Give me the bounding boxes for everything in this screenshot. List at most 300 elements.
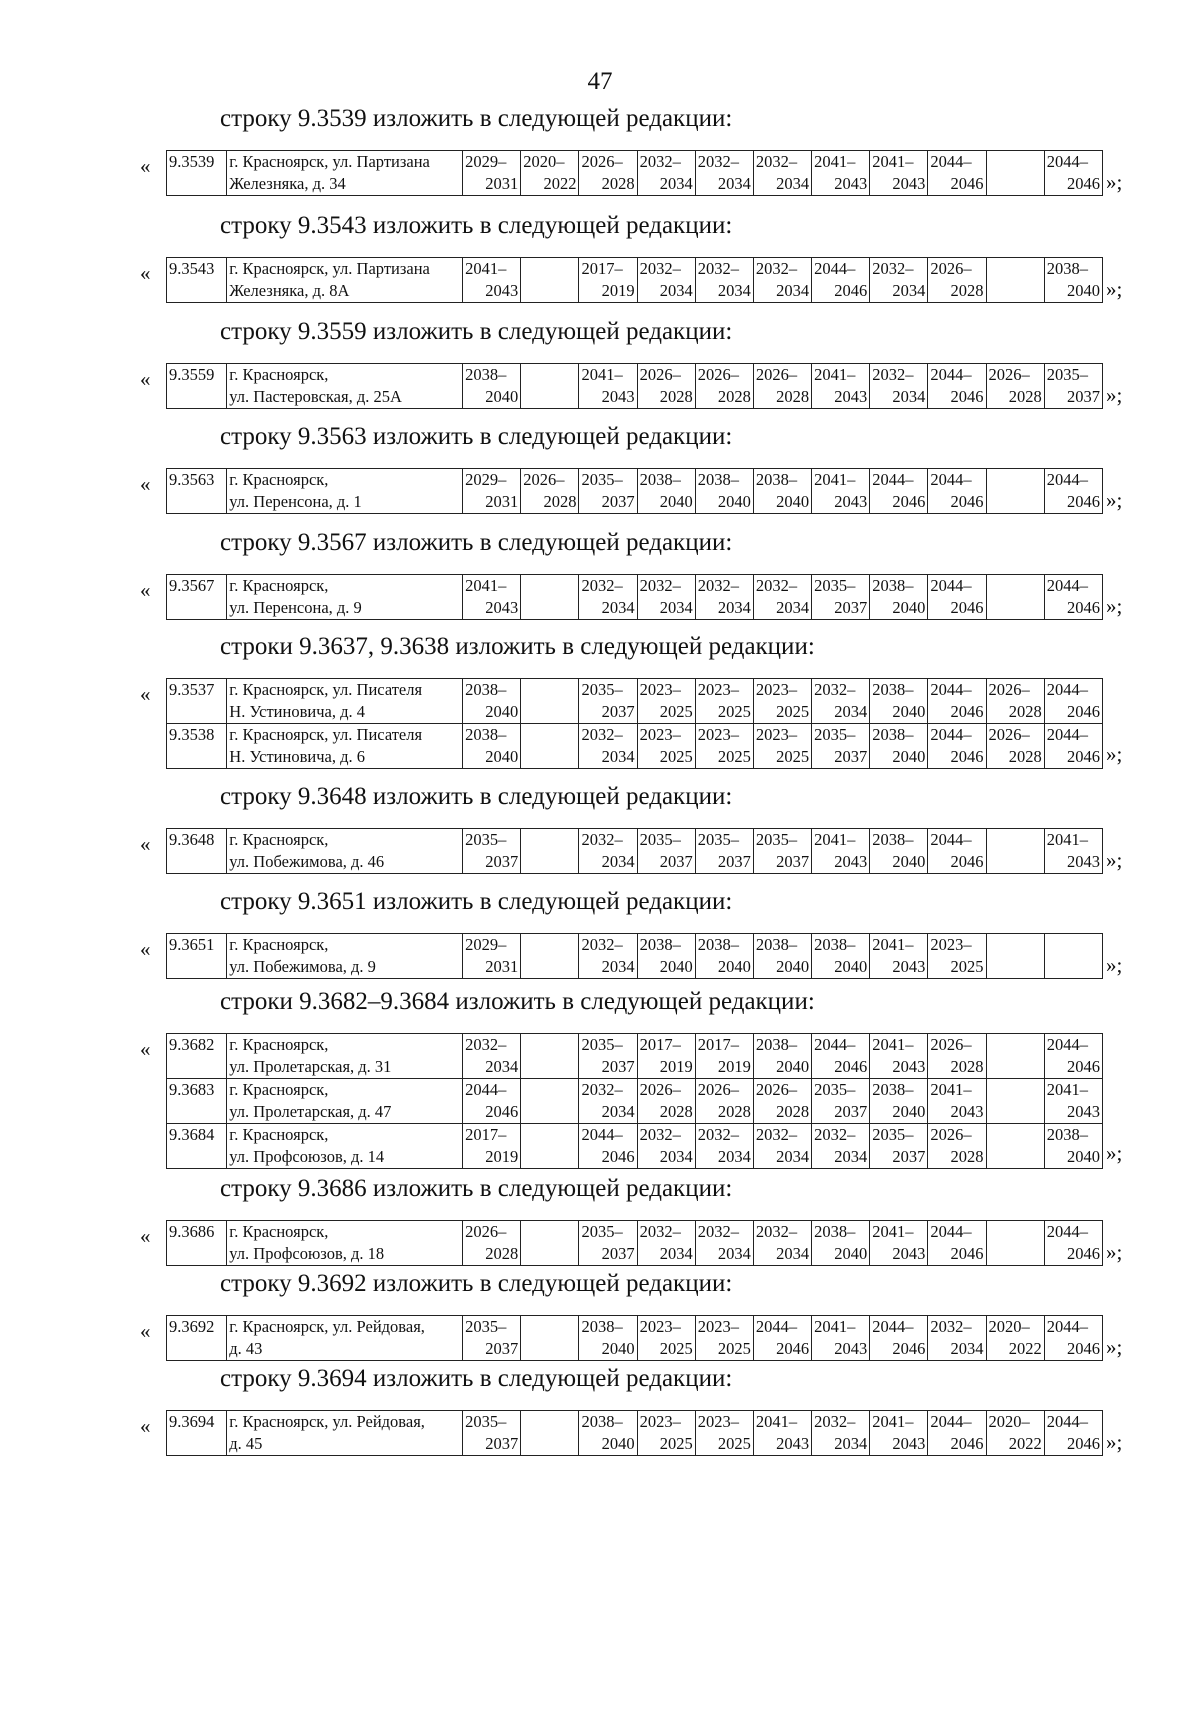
period-start: 2041– [930, 1080, 972, 1099]
period-start: 2032– [581, 576, 623, 595]
period-start: 2029– [465, 935, 507, 954]
period-start: 2032– [465, 1035, 507, 1054]
period-start: 2044– [1046, 1412, 1088, 1431]
period-start [523, 258, 576, 280]
period-end: 2034 [776, 1244, 810, 1263]
period-cell [579, 1079, 637, 1124]
period-cell [521, 1079, 579, 1124]
period-start: 2038– [814, 935, 856, 954]
period-cell [928, 258, 986, 303]
period-cell [637, 724, 695, 769]
period-cell [521, 575, 579, 620]
period-cell [812, 829, 870, 874]
period-start: 2032– [814, 1125, 856, 1144]
period-start: 2032– [930, 1317, 972, 1336]
period-end: 2040 [776, 492, 810, 511]
period-end: 2028 [717, 1102, 751, 1121]
row-number-cell: 9.3651 [167, 934, 227, 979]
address-cell [227, 1221, 463, 1266]
period-start: 2026– [639, 1080, 681, 1099]
period-start: 2032– [639, 576, 681, 595]
period-cell [521, 679, 579, 724]
open-quote-mark: « [140, 1224, 151, 1248]
period-cell [463, 1221, 521, 1266]
period-start: 2038– [1046, 1125, 1088, 1144]
period-start: 2041– [465, 259, 507, 278]
period-end: 2034 [950, 1339, 984, 1358]
period-start: 2038– [697, 935, 739, 954]
period-end: 2028 [717, 387, 751, 406]
section-heading: строки 9.3637, 9.3638 изложить в следующей редакции: [220, 633, 815, 660]
period-cell [928, 724, 986, 769]
period-start: 2017– [465, 1125, 507, 1144]
period-start [989, 575, 1042, 597]
period-start: 2023– [697, 1317, 739, 1336]
period-cell [579, 151, 637, 196]
period-end [989, 956, 1042, 978]
period-cell [1044, 679, 1102, 724]
period-start [989, 829, 1042, 851]
period-cell [695, 679, 753, 724]
address-line: г. Красноярск, ул. Писателя [229, 680, 423, 699]
period-cell [870, 679, 928, 724]
period-start [523, 364, 576, 386]
register-table [166, 828, 1103, 874]
period-end: 2025 [950, 957, 984, 976]
period-end: 2022 [1008, 1434, 1042, 1453]
page-number: 47 [587, 68, 613, 95]
period-cell [637, 1079, 695, 1124]
period-cell [928, 829, 986, 874]
period-cell [521, 469, 579, 514]
period-start: 2026– [697, 1080, 739, 1099]
period-start: 2044– [930, 365, 972, 384]
period-end: 2043 [1067, 852, 1100, 871]
row-number-cell: 9.3563 [167, 469, 227, 514]
period-start: 2044– [465, 1080, 507, 1099]
period-end: 2034 [659, 281, 693, 300]
period-start: 2023– [930, 935, 972, 954]
period-end: 2040 [717, 957, 751, 976]
period-end: 2043 [485, 281, 519, 300]
address-cell [227, 679, 463, 724]
period-end: 2034 [601, 1102, 635, 1121]
period-start: 2032– [639, 1222, 681, 1241]
period-cell [695, 1316, 753, 1361]
period-cell [521, 1316, 579, 1361]
period-start: 2044– [930, 680, 972, 699]
period-end: 2034 [776, 598, 810, 617]
period-start: 2026– [523, 470, 565, 489]
period-cell [637, 1316, 695, 1361]
period-start: 2032– [755, 576, 798, 595]
period-cell [637, 575, 695, 620]
period-start: 2023– [697, 725, 739, 744]
period-start: 2044– [930, 830, 972, 849]
period-cell [812, 1124, 870, 1169]
table-row [167, 1079, 1103, 1124]
period-start: 2038– [465, 680, 507, 699]
register-table [166, 150, 1103, 196]
period-start: 2032– [814, 680, 856, 699]
period-start: 2035– [465, 830, 507, 849]
period-end: 2025 [776, 702, 810, 721]
period-cell [753, 1124, 811, 1169]
period-cell [986, 1316, 1044, 1361]
period-cell [463, 1411, 521, 1456]
period-end [523, 1243, 576, 1265]
period-start: 2020– [988, 1317, 1030, 1336]
open-quote-mark: « [140, 578, 151, 602]
period-cell [870, 151, 928, 196]
close-quote-mark: »; [1106, 953, 1123, 977]
period-start: 2026– [930, 1035, 972, 1054]
period-start [523, 575, 576, 597]
period-end: 2046 [601, 1147, 635, 1166]
address-line: г. Красноярск, ул. Партизана [229, 259, 430, 278]
period-end: 2043 [834, 1339, 868, 1358]
period-cell [579, 364, 637, 409]
address-line: ул. Пролетарская, д. 47 [229, 1102, 392, 1121]
period-cell [637, 469, 695, 514]
period-cell [579, 469, 637, 514]
period-cell [1044, 1034, 1102, 1079]
period-start: 2038– [872, 576, 914, 595]
address-line: ул. Перенсона, д. 9 [229, 598, 362, 617]
period-end: 2034 [717, 1244, 751, 1263]
period-start: 2035– [872, 1125, 914, 1144]
period-start: 2044– [814, 1035, 856, 1054]
period-end: 2046 [1067, 598, 1100, 617]
period-cell [521, 724, 579, 769]
address-line: ул. Пролетарская, д. 31 [229, 1057, 392, 1076]
address-line: ул. Профсоюзов, д. 18 [229, 1244, 385, 1263]
period-cell [928, 1316, 986, 1361]
period-end [989, 1056, 1042, 1078]
period-start: 2038– [639, 470, 681, 489]
period-cell [753, 364, 811, 409]
address-cell [227, 258, 463, 303]
period-start: 2026– [988, 680, 1030, 699]
period-start: 2044– [1046, 1035, 1088, 1054]
period-end: 2046 [1067, 1244, 1100, 1263]
section-heading: строку 9.3651 изложить в следующей редакции: [220, 888, 733, 915]
table-row [167, 469, 1103, 514]
period-start: 2035– [755, 830, 798, 849]
period-start [523, 1411, 576, 1433]
period-cell [870, 829, 928, 874]
period-cell [637, 1411, 695, 1456]
period-cell [753, 1411, 811, 1456]
period-cell [695, 1034, 753, 1079]
period-end: 2025 [717, 702, 751, 721]
period-end: 2046 [776, 1339, 810, 1358]
period-cell [928, 1221, 986, 1266]
period-end: 2040 [485, 747, 519, 766]
period-start: 2044– [930, 576, 972, 595]
period-cell [579, 258, 637, 303]
period-start: 2044– [1046, 1317, 1088, 1336]
address-cell [227, 364, 463, 409]
period-start: 2038– [814, 1222, 856, 1241]
period-start: 2023– [697, 1412, 739, 1431]
period-end: 2037 [601, 1057, 635, 1076]
period-start: 2038– [872, 830, 914, 849]
period-end: 2028 [776, 1102, 810, 1121]
period-cell [637, 1034, 695, 1079]
period-start: 2035– [581, 1222, 623, 1241]
period-start: 2044– [930, 1222, 972, 1241]
period-start: 2035– [814, 576, 856, 595]
period-end: 2034 [717, 174, 751, 193]
close-quote-mark: »; [1106, 848, 1123, 872]
period-cell [463, 724, 521, 769]
period-start [989, 151, 1042, 173]
close-quote-mark: »; [1106, 170, 1123, 194]
register-table [166, 1033, 1103, 1169]
period-end: 2040 [776, 957, 810, 976]
period-start: 2032– [581, 725, 623, 744]
address-line: ул. Пастеровская, д. 25А [229, 387, 402, 406]
period-cell [637, 258, 695, 303]
period-start [523, 1316, 576, 1338]
period-start: 2038– [872, 725, 914, 744]
period-start: 2044– [930, 725, 972, 744]
period-start: 2023– [639, 680, 681, 699]
period-start: 2038– [639, 935, 681, 954]
period-end [523, 1056, 576, 1078]
period-end: 2034 [892, 281, 926, 300]
table-row [167, 679, 1103, 724]
period-start: 2044– [1046, 470, 1088, 489]
section-heading: строки 9.3682–9.3684 изложить в следующей редакции: [220, 988, 815, 1015]
period-end: 2046 [1067, 492, 1100, 511]
period-cell [521, 364, 579, 409]
period-cell [579, 1124, 637, 1169]
period-start: 2038– [872, 1080, 914, 1099]
period-cell [1044, 364, 1102, 409]
period-end: 2043 [950, 1102, 984, 1121]
period-cell [579, 829, 637, 874]
period-start: 2038– [697, 470, 739, 489]
period-end: 2028 [776, 387, 810, 406]
period-end [989, 173, 1042, 195]
period-end: 2034 [659, 174, 693, 193]
period-end: 2043 [892, 957, 926, 976]
period-cell [986, 724, 1044, 769]
period-cell [753, 258, 811, 303]
address-line: д. 43 [229, 1339, 263, 1358]
period-cell [928, 934, 986, 979]
period-start: 2023– [755, 680, 798, 699]
period-start: 2041– [755, 1412, 798, 1431]
period-cell [695, 1079, 753, 1124]
row-number-cell: 9.3567 [167, 575, 227, 620]
period-cell [753, 1034, 811, 1079]
period-start [989, 1079, 1042, 1101]
period-start: 2044– [930, 1412, 972, 1431]
open-quote-mark: « [140, 1414, 151, 1438]
period-cell [637, 151, 695, 196]
close-quote-mark: »; [1106, 1430, 1123, 1454]
period-cell [521, 1221, 579, 1266]
period-cell [463, 1034, 521, 1079]
period-cell [928, 1124, 986, 1169]
period-end: 2043 [892, 1244, 926, 1263]
address-line: Железняка, д. 34 [229, 174, 346, 193]
address-line: г. Красноярск, [229, 470, 329, 489]
period-end: 2034 [892, 387, 926, 406]
period-end: 2043 [834, 492, 868, 511]
address-cell [227, 1079, 463, 1124]
period-end [989, 280, 1042, 302]
period-cell [870, 724, 928, 769]
period-start: 2032– [581, 1080, 623, 1099]
period-start: 2032– [755, 1125, 798, 1144]
period-cell [986, 469, 1044, 514]
period-end: 2046 [1067, 702, 1100, 721]
period-cell [812, 724, 870, 769]
period-end [989, 1101, 1042, 1123]
period-cell [812, 1411, 870, 1456]
period-start: 2032– [755, 259, 798, 278]
period-cell [1044, 1411, 1102, 1456]
period-cell [928, 469, 986, 514]
address-cell [227, 934, 463, 979]
period-cell [463, 258, 521, 303]
period-end: 2022 [1008, 1339, 1042, 1358]
period-end: 2046 [1067, 174, 1100, 193]
row-number-cell: 9.3543 [167, 258, 227, 303]
period-cell [463, 1316, 521, 1361]
period-start: 2038– [465, 725, 507, 744]
period-end: 2046 [892, 1339, 926, 1358]
period-start: 2032– [697, 576, 739, 595]
period-end: 2034 [601, 957, 635, 976]
period-start: 2026– [465, 1222, 507, 1241]
period-end: 2025 [717, 1339, 751, 1358]
period-end: 2046 [950, 598, 984, 617]
period-start: 2035– [581, 1035, 623, 1054]
period-end: 2037 [485, 1339, 519, 1358]
period-start [989, 1124, 1042, 1146]
period-cell [986, 364, 1044, 409]
period-end: 2043 [485, 598, 519, 617]
period-cell [579, 724, 637, 769]
section-heading: строку 9.3567 изложить в следующей редакции: [220, 529, 733, 556]
period-end: 2025 [659, 747, 693, 766]
period-start: 2041– [1046, 830, 1088, 849]
period-end [523, 701, 576, 723]
period-cell [928, 1079, 986, 1124]
period-cell [870, 1079, 928, 1124]
period-start: 2035– [814, 1080, 856, 1099]
period-end [989, 597, 1042, 619]
period-end: 2046 [950, 702, 984, 721]
table-row [167, 829, 1103, 874]
period-start: 2041– [872, 152, 914, 171]
period-cell [870, 469, 928, 514]
period-end: 2046 [1067, 747, 1100, 766]
period-start: 2044– [930, 152, 972, 171]
period-cell [1044, 934, 1102, 979]
period-cell [812, 151, 870, 196]
period-cell [986, 151, 1044, 196]
period-start: 2035– [465, 1412, 507, 1431]
period-cell [463, 364, 521, 409]
period-cell [870, 1034, 928, 1079]
period-start: 2041– [814, 830, 856, 849]
period-end: 2040 [892, 852, 926, 871]
table-row [167, 1124, 1103, 1169]
period-cell [463, 934, 521, 979]
period-end [989, 1243, 1042, 1265]
period-start [523, 1034, 576, 1056]
period-cell [1044, 575, 1102, 620]
period-end: 2040 [776, 1057, 810, 1076]
period-end: 2046 [892, 492, 926, 511]
period-end: 2034 [776, 281, 810, 300]
period-start [989, 1221, 1042, 1243]
period-start: 2029– [465, 152, 507, 171]
period-end: 2034 [485, 1057, 519, 1076]
address-line: ул. Перенсона, д. 1 [229, 492, 362, 511]
period-cell [870, 364, 928, 409]
period-cell [579, 679, 637, 724]
period-start: 2044– [755, 1317, 798, 1336]
period-end: 2019 [601, 281, 635, 300]
address-line: г. Красноярск, [229, 365, 329, 384]
table-row [167, 1316, 1103, 1361]
period-start: 2026– [755, 1080, 798, 1099]
period-cell [695, 1221, 753, 1266]
period-end: 2040 [659, 957, 693, 976]
register-table [166, 468, 1103, 514]
register-table [166, 363, 1103, 409]
register-table [166, 1220, 1103, 1266]
period-end: 2034 [776, 1147, 810, 1166]
close-quote-mark: »; [1106, 1141, 1123, 1165]
period-end: 2034 [717, 598, 751, 617]
period-end: 2034 [659, 1244, 693, 1263]
period-end: 2025 [659, 1434, 693, 1453]
period-end: 2034 [776, 174, 810, 193]
period-end: 2037 [485, 1434, 519, 1453]
period-cell [579, 1316, 637, 1361]
period-end [989, 1146, 1042, 1168]
period-cell [695, 934, 753, 979]
period-cell [812, 258, 870, 303]
period-start: 2020– [523, 152, 565, 171]
period-end: 2037 [1067, 387, 1100, 406]
period-end [523, 1146, 576, 1168]
address-line: д. 45 [229, 1434, 263, 1453]
table-row [167, 364, 1103, 409]
period-start: 2023– [755, 725, 798, 744]
period-end: 2019 [717, 1057, 751, 1076]
period-cell [695, 1411, 753, 1456]
period-end: 2037 [717, 852, 751, 871]
period-start: 2032– [872, 259, 914, 278]
address-line: г. Красноярск, [229, 1035, 329, 1054]
period-start: 2017– [639, 1035, 681, 1054]
period-start: 2041– [872, 1035, 914, 1054]
period-cell [1044, 1124, 1102, 1169]
period-end: 2034 [601, 852, 635, 871]
period-end: 2034 [717, 281, 751, 300]
period-start: 2041– [814, 470, 856, 489]
period-cell [812, 1316, 870, 1361]
